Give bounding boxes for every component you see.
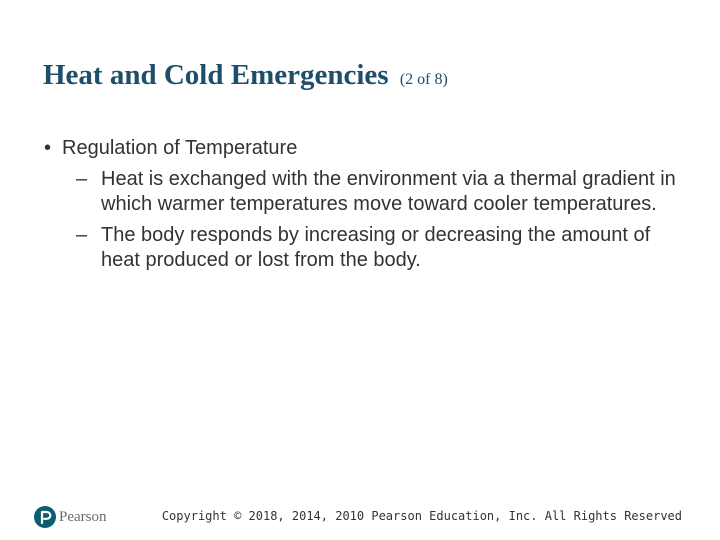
dash-icon: – (76, 224, 88, 246)
bullet-icon: • (44, 137, 52, 159)
bullet-item (44, 136, 694, 161)
slide-page-indicator: (2 of 8) (399, 71, 448, 88)
pearson-logo (34, 505, 107, 529)
slide-body (44, 136, 694, 273)
slide-title-text: Heat and Cold Emergencies (43, 59, 389, 91)
sub-bullet-item (44, 167, 694, 217)
slide-title (43, 58, 448, 93)
pearson-p-logo-icon (34, 506, 56, 528)
pearson-logo-text: Pearson (59, 508, 107, 525)
copyright-notice: Copyright © 2018, 2014, 2010 Pearson Education, Inc. All Rights Reserved (161, 509, 682, 523)
sub-bullet-text: Heat is exchanged with the environment via a thermal gradient in which warmer temperatures move toward cooler temperatures. (101, 168, 676, 215)
bullet-text: Regulation of Temperature (62, 137, 298, 159)
sub-bullet-text: The body responds by increasing or decreasing the amount of heat produced or lost from the body. (101, 224, 651, 271)
sub-bullet-item (44, 223, 694, 273)
dash-icon: – (76, 168, 88, 190)
